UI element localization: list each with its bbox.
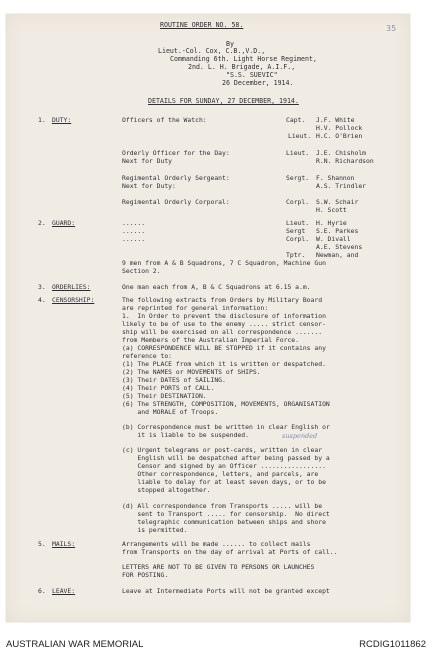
- guard-rank-1: Lieut.: [286, 219, 310, 227]
- censorship-clause-b: it is liable to be suspended.: [122, 431, 249, 439]
- orderly-sergeant-label: Regimental Orderly Sergeant:: [122, 174, 230, 182]
- censorship-clause-c: (c) Urgent telegrams or post-cards, written in clear: [122, 446, 323, 454]
- censorship-clause-b: (b) Correspondence must be written in clear English or: [122, 423, 330, 431]
- guard-dots-1: ......: [122, 219, 146, 227]
- header-command-regiment: Commanding 6th. Light Horse Regiment,: [170, 55, 317, 63]
- handwritten-annotation: suspended: [282, 432, 318, 440]
- censorship-clause-c: stopped altogether.: [122, 486, 211, 494]
- section-number: 6.: [38, 587, 46, 595]
- mails-line: FOR POSTING.: [122, 571, 169, 579]
- header-commander: Lieut.-Col. Cox, C.B.,V.D.,: [158, 47, 266, 55]
- censorship-clause-c: Other correspondence, letters, and parcels, are: [122, 470, 319, 478]
- guard-name-1: H. Hyrie: [316, 219, 347, 227]
- orderly-officer-next: Next for Duty: [122, 157, 173, 165]
- footer-bar: [0, 636, 432, 654]
- censorship-line: The following extracts from Orders by Military Board: [122, 296, 323, 304]
- guard-rank-3: Corpl.: [286, 235, 310, 243]
- watch-rank-3: Lieut.: [288, 132, 312, 140]
- orderly-officer-name-2: R.N. Richardson: [316, 157, 374, 165]
- orderly-sergeant-rank: Sergt.: [286, 174, 310, 182]
- orderly-officer-name-1: J.E. Chisholm: [316, 149, 367, 157]
- order-title: ROUTINE ORDER NO. 58.: [160, 21, 244, 29]
- censorship-line: 1. In Order to prevent the disclosure of information: [122, 312, 326, 320]
- watch-label: Officers of the Watch:: [122, 116, 207, 124]
- section-number: 5.: [38, 540, 46, 548]
- header-command-brigade: 2nd. L. H. Brigade, A.I.F.,: [188, 63, 296, 71]
- section-number: 4.: [38, 296, 46, 304]
- orderlies-text: One man each from A, B & C Squadrons at 6.15 a.m.: [122, 283, 311, 291]
- censorship-clause-d: telegraphic communication between ships and shore: [122, 518, 326, 526]
- guard-dots-3: ......: [122, 235, 146, 243]
- censorship-item: (4) Their PORTS of CALL.: [122, 384, 215, 392]
- censorship-line: likely to be of use to the enemy ..... strict censor-: [122, 320, 326, 328]
- mails-line: LETTERS ARE NOT TO BE GIVEN TO PERSONS OR LAUNCHES: [122, 563, 315, 571]
- censorship-item: and MORALE of Troops.: [122, 408, 219, 416]
- section-label-guard: GUARD:: [52, 219, 76, 227]
- mails-line: Arrangements will be made ...... to collect mails: [122, 540, 311, 548]
- guard-name-5: Newman, and: [316, 251, 359, 259]
- guard-name-2: S.E. Parkes: [316, 227, 359, 235]
- guard-rank-2: Sergt: [286, 227, 306, 235]
- details-title: DETAILS FOR SUNDAY, 27 DECEMBER, 1914.: [148, 97, 299, 105]
- censorship-item: (5) Their DESTINATION.: [122, 392, 207, 400]
- guard-dots-2: ......: [122, 227, 146, 235]
- guard-men-line-1: 9 men from A & B Squadrons, 7 C Squadron, Machine Gun: [122, 259, 326, 267]
- header-ship: "S.S. SUEVIC": [226, 71, 278, 79]
- orderly-officer-label: Orderly Officer for the Day:: [122, 149, 230, 157]
- section-label-leave: LEAVE:: [52, 587, 76, 595]
- censorship-item: (2) The NAMES or MOVEMENTS of SHIPS.: [122, 368, 261, 376]
- censorship-line: ship will be exercised on all correspondence .......: [122, 328, 323, 336]
- footer-record-id: RCDIG1011862: [359, 639, 426, 650]
- header-by: By: [226, 40, 234, 48]
- orderly-corporal-name-1: S.W. Schair: [316, 198, 359, 206]
- censorship-item: (1) The PLACE from which it is written or despatched.: [122, 360, 326, 368]
- censorship-clause-c: liable to delay for at least seven days, or to be: [122, 478, 326, 486]
- censorship-clause-d: sent to Transport ..... for censorship. No direct: [122, 510, 330, 518]
- watch-name-1: J.F. White: [316, 116, 355, 124]
- censorship-item: (3) Their DATES of SAILING.: [122, 376, 226, 384]
- orderly-sergeant-name-2: A.S. Trindler: [316, 182, 367, 190]
- orderly-corporal-rank: Corpl.: [286, 198, 310, 206]
- header-date: 26 December, 1914.: [222, 79, 294, 87]
- guard-name-3: W. Divall: [316, 235, 351, 243]
- leave-line: Leave at Intermediate Ports will not be granted except: [122, 587, 330, 595]
- censorship-line: reference to:: [122, 352, 173, 360]
- section-label-censorship: CENSORSHIP:: [52, 296, 95, 304]
- mails-line: from Transports on the day of arrival at Ports of call..: [122, 548, 338, 556]
- section-number: 1.: [38, 116, 46, 124]
- orderly-sergeant-next: Next for Duty:: [122, 182, 176, 190]
- censorship-line: are reprinted for general information:: [122, 304, 269, 312]
- guard-rank-5: Tptr.: [286, 251, 306, 259]
- guard-men-line-2: Section 2.: [122, 267, 161, 275]
- censorship-clause-d: is permitted.: [122, 526, 188, 534]
- section-label-duty: DUTY:: [52, 116, 72, 124]
- censorship-line: (a) CORRESPONDENCE WILL BE STOPPED if it contains any: [122, 344, 326, 352]
- orderly-sergeant-name-1: F. Shannon: [316, 174, 355, 182]
- censorship-line: from Members of the Australian Imperial Force.: [122, 336, 299, 344]
- section-label-orderlies: ORDERLIES:: [52, 283, 91, 291]
- section-number: 3.: [38, 283, 46, 291]
- guard-name-4: A.E. Stevens: [316, 243, 363, 251]
- censorship-clause-c: Censor and signed by an Officer .................: [122, 462, 326, 470]
- censorship-clause-d: (d) All correspondence from Transports ..... will be: [122, 502, 323, 510]
- orderly-corporal-label: Regimental Orderly Corporal:: [122, 198, 230, 206]
- watch-name-3: H.C. O'Brien: [316, 132, 363, 140]
- orderly-officer-rank: Lieut.: [286, 149, 310, 157]
- footer-source: AUSTRALIAN WAR MEMORIAL: [6, 639, 144, 650]
- watch-rank-1: Capt.: [286, 116, 306, 124]
- page-number: 35: [386, 24, 397, 33]
- censorship-item: (6) The STRENGTH, COMPOSITION, MOVEMENTS, ORGANISATION: [122, 400, 330, 408]
- section-label-mails: MAILS:: [52, 540, 76, 548]
- watch-name-2: H.V. Pollock: [316, 124, 363, 132]
- orderly-corporal-name-2: H. Scott: [316, 206, 347, 214]
- censorship-clause-c: English will be despatched after being passed by a: [122, 454, 330, 462]
- section-number: 2.: [38, 219, 46, 227]
